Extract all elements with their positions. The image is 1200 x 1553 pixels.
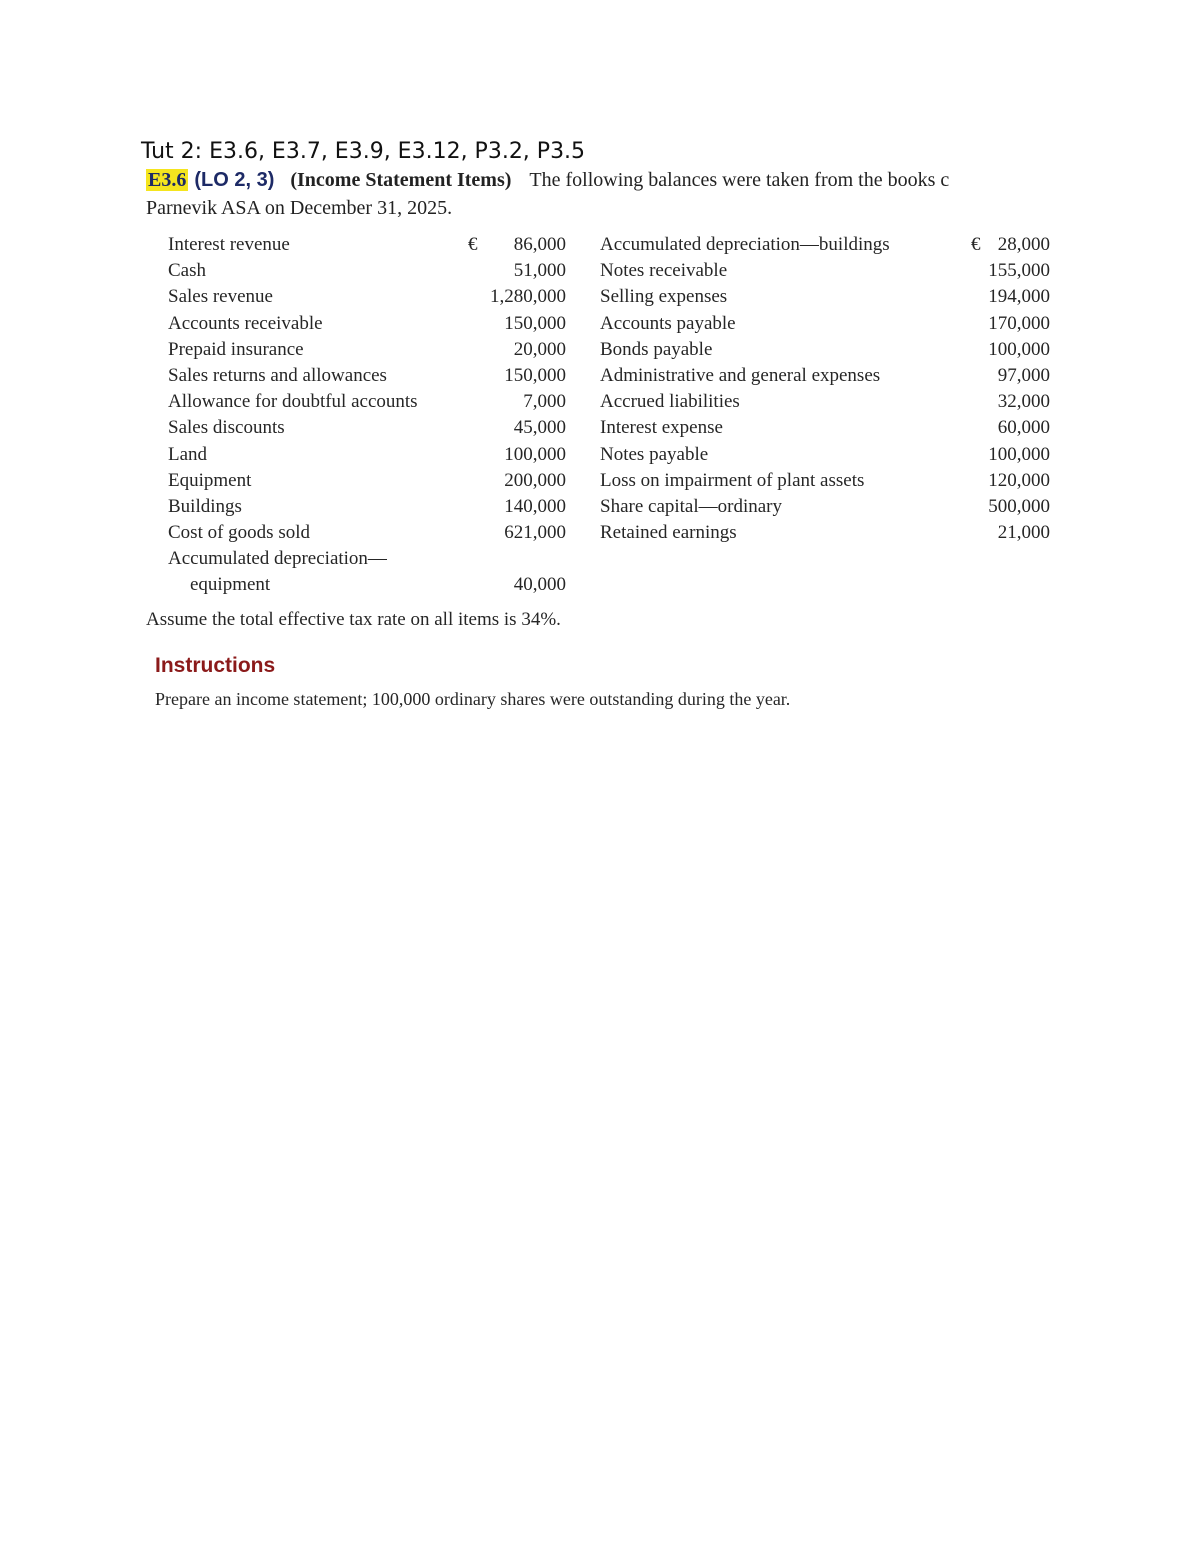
- instructions-text: Prepare an income statement; 100,000 ordinary shares were outstanding during the year.: [155, 689, 791, 709]
- account-name: Interest revenue: [168, 234, 290, 255]
- account-name: Prepaid insurance: [168, 338, 304, 360]
- balance-row: [600, 389, 1050, 415]
- account-amount: 28,000: [997, 234, 1050, 255]
- balance-row: [168, 546, 566, 572]
- balance-row: [600, 415, 1050, 441]
- currency-symbol: €: [971, 234, 981, 255]
- balance-row: [168, 363, 566, 389]
- account-name: Notes payable: [600, 443, 709, 465]
- balance-row: [168, 442, 566, 468]
- account-amount: 100,000: [988, 443, 1050, 465]
- account-name: Accounts payable: [600, 312, 736, 334]
- balance-row: [168, 311, 566, 337]
- balance-row: [168, 494, 566, 520]
- account-amount: 1,280,000: [490, 286, 566, 308]
- account-amount: 170,000: [988, 312, 1050, 334]
- account-amount: 150,000: [504, 364, 566, 386]
- account-name: Equipment: [168, 469, 252, 491]
- account-name: Accrued liabilities: [600, 391, 740, 413]
- account-name: Retained earnings: [600, 522, 737, 544]
- account-amount: 40,000: [513, 574, 566, 596]
- account-amount: 86,000: [513, 234, 566, 255]
- account-name: Sales returns and allowances: [168, 364, 387, 386]
- balances-left-column: [168, 232, 566, 599]
- account-name: Accounts receivable: [168, 312, 323, 334]
- account-name: Loss on impairment of plant assets: [600, 469, 865, 491]
- currency-symbol: €: [468, 234, 478, 255]
- account-amount: 21,000: [997, 522, 1050, 544]
- balance-row: [168, 258, 566, 284]
- account-name: Selling expenses: [600, 286, 728, 308]
- account-amount: 60,000: [997, 417, 1050, 439]
- balance-row: [168, 337, 566, 363]
- account-name: Allowance for doubtful accounts: [168, 391, 418, 413]
- account-name: equipment: [190, 574, 271, 596]
- account-name: Cost of goods sold: [168, 522, 310, 544]
- account-name: Share capital—ordinary: [600, 495, 783, 517]
- exercise-intro-continued: Parnevik ASA on December 31, 2025.: [146, 197, 453, 219]
- account-amount: 32,000: [997, 391, 1050, 413]
- account-name: Notes receivable: [600, 260, 728, 282]
- account-amount: 7,000: [523, 391, 566, 413]
- balance-row: [600, 232, 1050, 258]
- account-name: Sales revenue: [168, 286, 273, 308]
- balance-row: [600, 337, 1050, 363]
- account-name: Cash: [168, 260, 206, 282]
- account-name: Bonds payable: [600, 338, 713, 360]
- exercise-number: E3.6: [148, 169, 187, 191]
- balance-row: [600, 442, 1050, 468]
- balances-right-column: [600, 232, 1050, 546]
- account-amount: 97,000: [997, 364, 1050, 386]
- account-amount: 51,000: [513, 260, 566, 282]
- account-amount: 140,000: [504, 495, 566, 517]
- account-name: Sales discounts: [168, 417, 285, 439]
- balance-row: [600, 468, 1050, 494]
- account-amount: 100,000: [504, 443, 566, 465]
- balance-row: [600, 363, 1050, 389]
- balance-row: [168, 468, 566, 494]
- account-amount: 500,000: [988, 495, 1050, 517]
- account-amount: 200,000: [504, 469, 566, 491]
- account-name: Administrative and general expenses: [600, 364, 881, 386]
- balance-row: [168, 284, 566, 310]
- account-name: Accumulated depreciation—buildings: [600, 234, 890, 255]
- account-amount: 621,000: [504, 522, 566, 544]
- balance-row: [600, 494, 1050, 520]
- tax-rate-assumption: Assume the total effective tax rate on all items is 34%.: [146, 609, 561, 630]
- balance-row: [600, 284, 1050, 310]
- exercise-intro: The following balances were taken from the books c: [529, 169, 950, 191]
- account-name: Accumulated depreciation—: [168, 548, 387, 570]
- account-amount: 120,000: [988, 469, 1050, 491]
- tutorial-heading: Tut 2: E3.6, E3.7, E3.9, E3.12, P3.2, P3.5: [141, 139, 586, 164]
- balance-row: [600, 520, 1050, 546]
- account-amount: 150,000: [504, 312, 566, 334]
- account-amount: 45,000: [513, 417, 566, 439]
- balance-row: [168, 389, 566, 415]
- balance-row: [168, 572, 566, 598]
- instructions-heading: Instructions: [155, 654, 276, 677]
- balance-row: [600, 258, 1050, 284]
- exercise-header: [146, 169, 1060, 192]
- account-name: Buildings: [168, 495, 242, 517]
- account-amount: 100,000: [988, 338, 1050, 360]
- account-amount: 194,000: [988, 286, 1050, 308]
- balance-row: [168, 520, 566, 546]
- balance-row: [600, 311, 1050, 337]
- exercise-topic: (Income Statement Items): [290, 169, 512, 191]
- balance-row: [168, 232, 566, 258]
- account-amount: 155,000: [988, 260, 1050, 282]
- balance-row: [168, 415, 566, 441]
- learning-objectives: (LO 2, 3): [194, 169, 275, 191]
- account-amount: 20,000: [513, 338, 566, 360]
- account-name: Land: [168, 443, 208, 465]
- account-name: Interest expense: [600, 417, 723, 439]
